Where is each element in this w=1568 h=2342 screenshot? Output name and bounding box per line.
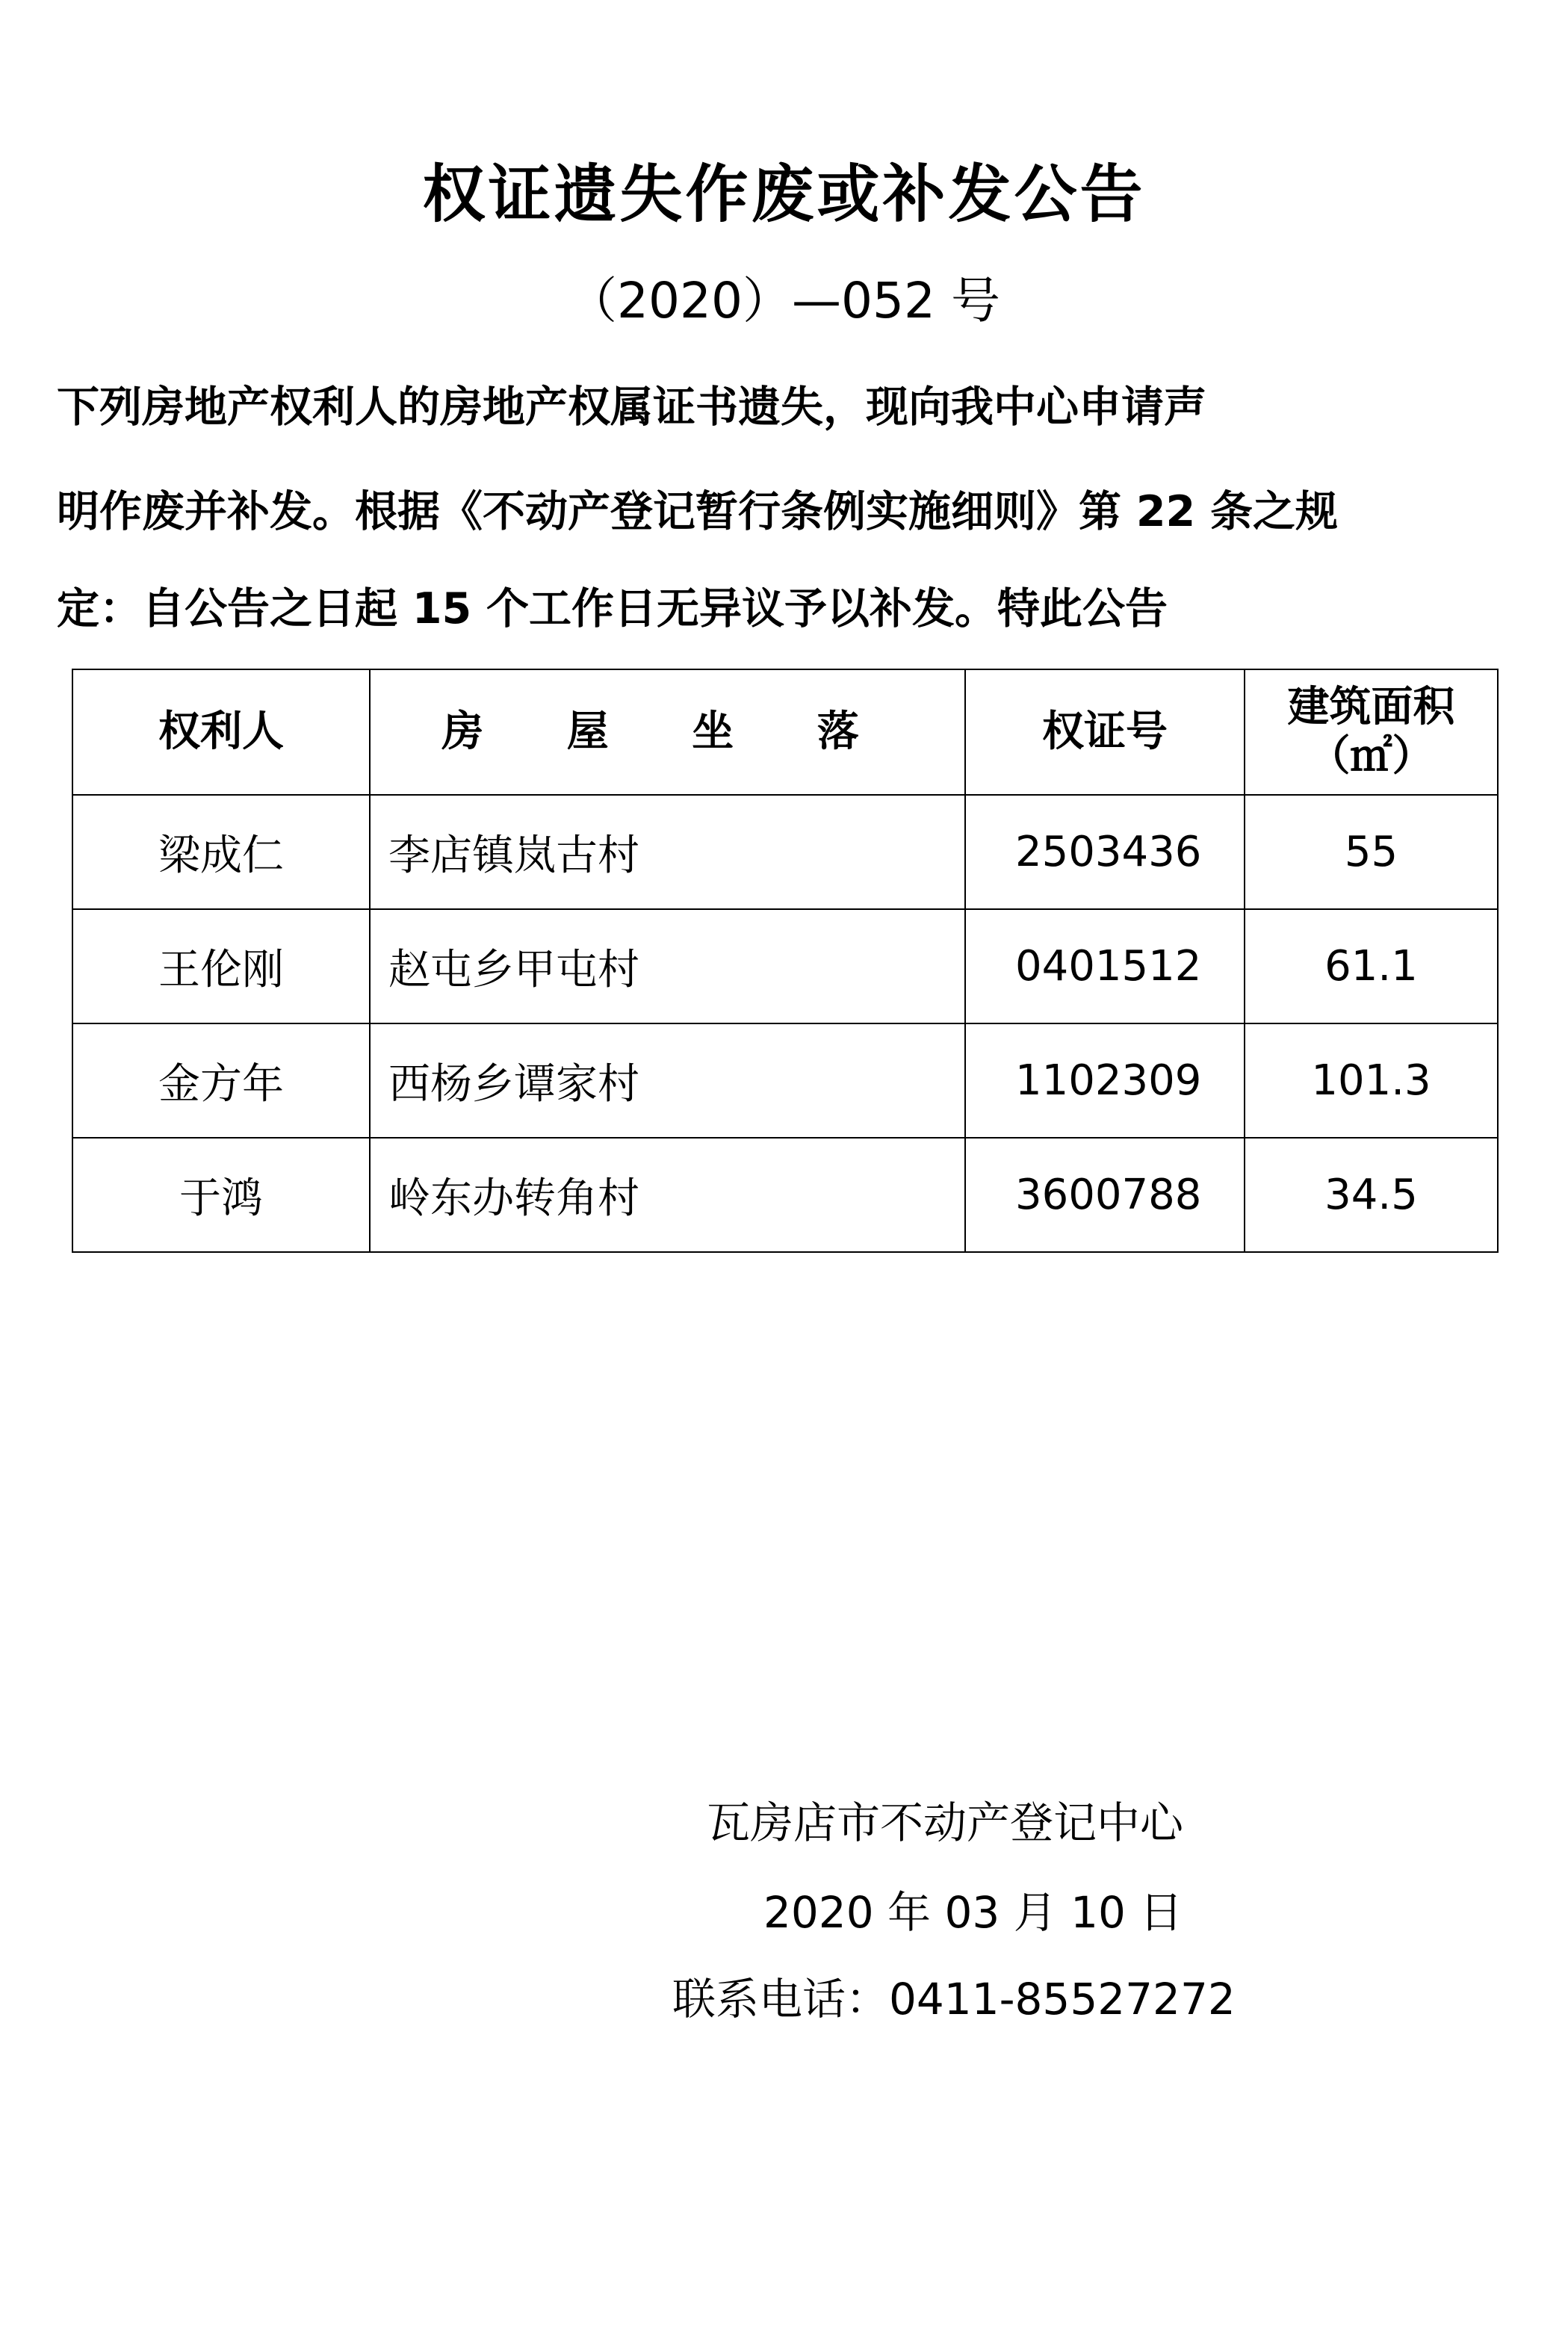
cell-cert-no: 2503436 — [965, 795, 1245, 909]
records-table — [72, 669, 1499, 1253]
cell-area: 61.1 — [1245, 909, 1498, 1023]
header-location — [370, 669, 965, 795]
cell-area: 101.3 — [1245, 1023, 1498, 1138]
cell-cert-no: 1102309 — [965, 1023, 1245, 1138]
contact-phone: 联系电话：0411-85527272 — [672, 1974, 1236, 2025]
issuer-name: 瓦房店市不动产登记中心 — [707, 1797, 1184, 1848]
document-number: （2020）—052 号 — [568, 272, 1000, 329]
table-header-row — [72, 669, 1498, 795]
cell-owner: 梁成仁 — [72, 795, 370, 909]
body-line-2: 明作废并补发。根据《不动产登记暂行条例实施细则》第 22 条之规 — [57, 487, 1339, 536]
cell-area: 55 — [1245, 795, 1498, 909]
table-row — [72, 909, 1498, 1023]
cell-location: 李店镇岚古村 — [370, 795, 965, 909]
header-location-label: 房 屋 坐 落 — [441, 707, 893, 756]
header-area — [1245, 669, 1498, 795]
issue-date: 2020 年 03 月 10 日 — [763, 1887, 1183, 1938]
cell-owner: 于鸿 — [72, 1138, 370, 1252]
header-area-line2: （㎡） — [1308, 732, 1434, 781]
body-line-1: 下列房地产权利人的房地产权属证书遗失，现向我中心申请声 — [57, 382, 1206, 432]
cell-location: 岭东办转角村 — [370, 1138, 965, 1252]
page-title: 权证遗失作废或补发公告 — [422, 158, 1146, 231]
header-owner: 权利人 — [72, 669, 370, 795]
table-row — [72, 795, 1498, 909]
cell-cert-no: 0401512 — [965, 909, 1245, 1023]
cell-cert-no: 3600788 — [965, 1138, 1245, 1252]
cell-location: 赵屯乡甲屯村 — [370, 909, 965, 1023]
body-line-3: 定：自公告之日起 15 个工作日无异议予以补发。特此公告 — [57, 584, 1168, 633]
table-row — [72, 1138, 1498, 1252]
cell-location: 西杨乡谭家村 — [370, 1023, 965, 1138]
cell-owner: 金方年 — [72, 1023, 370, 1138]
header-cert-no: 权证号 — [965, 669, 1245, 795]
header-area-line1: 建筑面积 — [1287, 683, 1455, 731]
table-row — [72, 1023, 1498, 1138]
cell-owner: 王伦刚 — [72, 909, 370, 1023]
cell-area: 34.5 — [1245, 1138, 1498, 1252]
